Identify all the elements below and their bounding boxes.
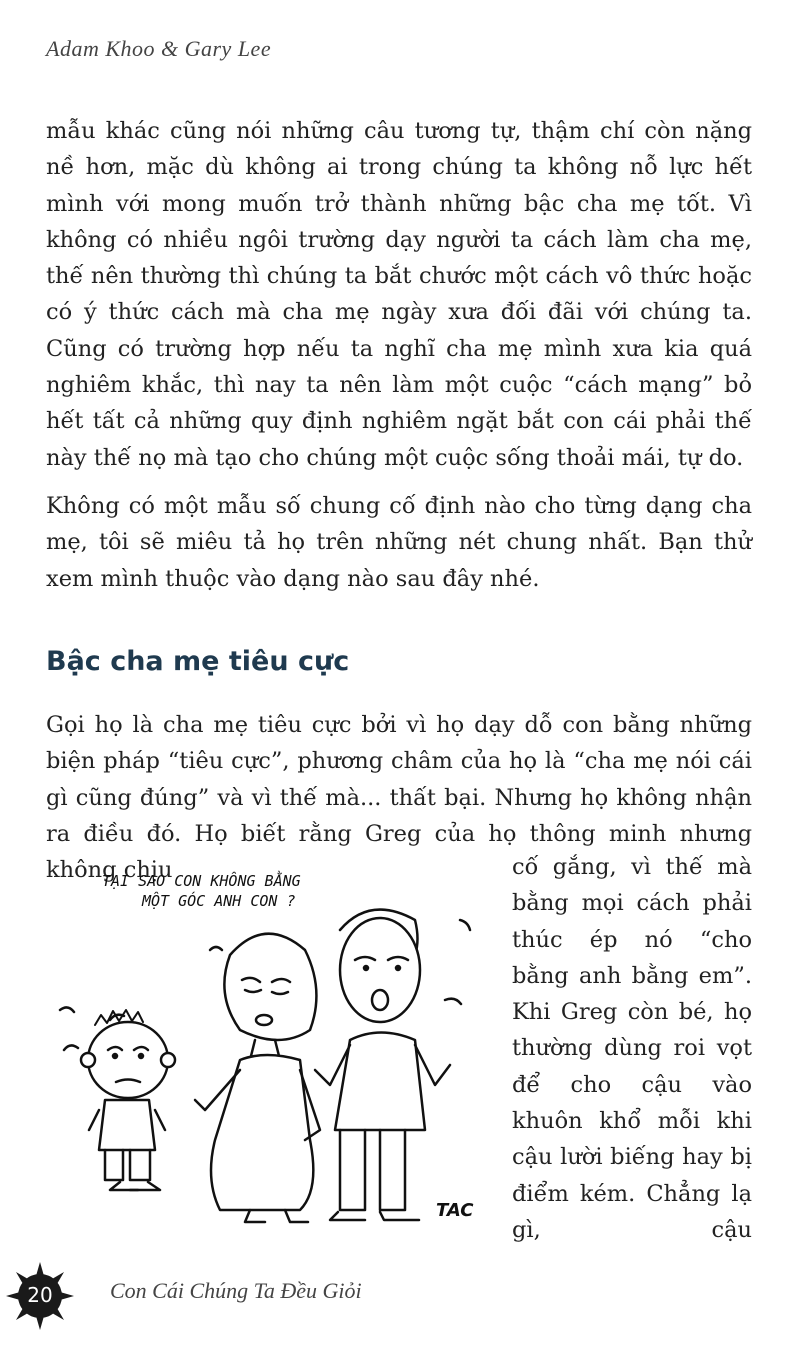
section-paragraph-side: cố gắng, vì thế mà bằng mọi cách phải thúc ép nó “cho bằng anh bằng em”. Khi Greg còn bé, họ thường dùng roi vọt để cho cậu vào khuôn khổ mỗi khi cậu lười biếng hay bị điểm kém. Chẳng lạ gì, cậu: [512, 854, 752, 1243]
speech-text-line-1: TẠI SAO CON KHÔNG BẰNG: [102, 872, 301, 890]
speech-text-line-2: MỘT GÓC ANH CON ?: [142, 892, 296, 910]
child-figure: [81, 1010, 175, 1190]
artist-signature: TAC: [436, 1200, 474, 1221]
page-number: 20: [27, 1283, 53, 1307]
section-heading: Bậc cha mẹ tiêu cực: [46, 646, 350, 677]
father-figure: [315, 910, 450, 1220]
family-cartoon-illustration: [50, 860, 490, 1230]
running-header: Adam Khoo & Gary Lee: [46, 36, 272, 61]
paragraph-1: mẫu khác cũng nói những câu tương tự, thậm chí còn nặng nề hơn, mặc dù không ai trong chúng ta không nỗ lực hết mình với mong muốn trở thành những bậc cha mẹ tốt. Vì không có nhiều ngôi trường dạy người ta cách làm cha mẹ, thế nên thường thì chúng ta bắt chước một cách vô thức hoặc có ý thức cách mà cha mẹ ngày xưa đối đãi với chúng ta. Cũng có trường hợp nếu ta nghĩ cha mẹ mình xưa kia quá nghiêm khắc, thì nay ta nên làm một cuộc “cách mạng” bỏ hết tất cả những quy định nghiêm ngặt bắt con cái phải thế này thế nọ mà tạo cho chúng một cuộc sống thoải mái, tự do.: [46, 118, 752, 471]
cartoon-figures: [60, 910, 474, 1222]
body-text: [46, 113, 752, 597]
mother-figure: [195, 934, 320, 1222]
section-paragraph-top: Gọi họ là cha mẹ tiêu cực bởi vì họ dạy dỗ con bằng những biện pháp “tiêu cực”, phương châm của họ là “cha mẹ nói cái gì cũng đúng” và vì thế mà... thất bại. Nhưng họ không nhận ra điều đó. Họ biết rằng Greg của họ thông minh nhưng không chịu: [46, 712, 752, 884]
footer-book-title: Con Cái Chúng Ta Đều Giỏi: [110, 1278, 362, 1303]
paragraph-2: Không có một mẫu số chung cố định nào cho từng dạng cha mẹ, tôi sẽ miêu tả họ trên những nét chung nhất. Bạn thử xem mình thuộc vào dạng nào sau đây nhé.: [46, 492, 752, 592]
